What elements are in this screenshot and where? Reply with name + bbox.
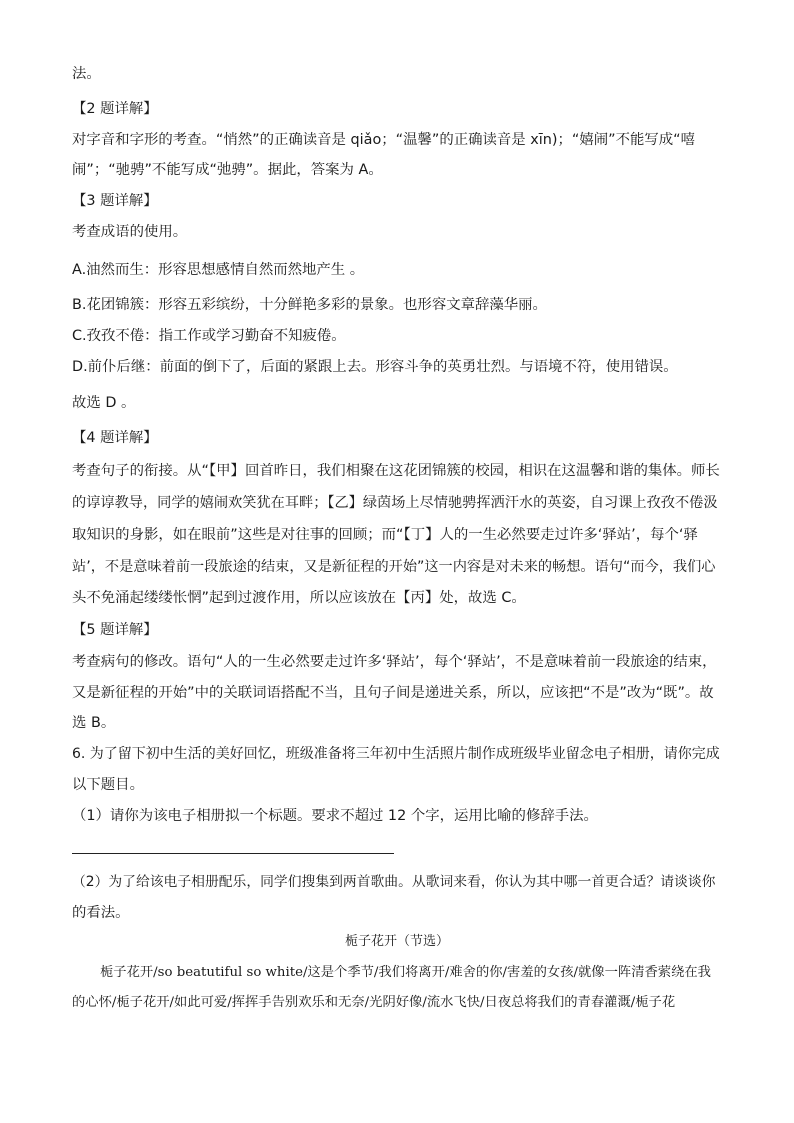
text-line: 考查句子的衔接。从“【甲】回首昨日，我们相聚在这花团锦簇的校园，相识在这温馨和谐的集体。师长	[72, 463, 720, 479]
lyric-line: 的心怀/栀子花开/如此可爱/挥挥手告别欢乐和无奈/光阴好像/流水飞快/日夜总将我们的青春灌溉/栀子花	[72, 995, 676, 1010]
text-line: D.前仆后继：前面的倒下了，后面的紧跟上去。形容斗争的英勇壮烈。与语境不符，使用错误。	[72, 359, 678, 375]
text-line: 取知识的身影，如在眼前”这些是对往事的回顾；而“【丁】人的一生必然要走过许多‘驿站’，每个‘驿	[72, 527, 698, 543]
text-line: 站’，不是意味着前一段旅途的结束，又是新征程的开始”这一内容是对未来的畅想。语句“而今，我们心	[72, 559, 716, 575]
text-line: 闹”；“驰骋”不能写成“弛骋”。据此，答案为 A。	[72, 162, 383, 178]
text-line: 头不免涌起缕缕怅惘”起到过渡作用，所以应该放在【丙】处，故选 C。	[72, 590, 526, 606]
text-line: 又是新征程的开始”中的关联词语搭配不当，且句子间是递进关系，所以，应该把“不是”改为“既”。故	[72, 685, 714, 701]
text-line: B.花团锦簇：形容五彩缤纷，十分鲜艳多彩的景象。也形容文章辞藻华丽。	[72, 297, 547, 313]
question-6: 6. 为了留下初中生活的美好回忆，班级准备将三年初中生活照片制作成班级毕业留念电子相册，请你完成	[72, 746, 720, 762]
song-title: 栀子花开（节选）	[344, 934, 449, 949]
text-line: 选 B。	[72, 715, 116, 731]
text-line: 法。	[72, 66, 101, 82]
text-line: 对字音和字形的考查。“悄然”的正确读音是 qiǎo；“温馨”的正确读音是 xīn)；“嬉闹”不能写成“嘻	[72, 132, 696, 148]
text-line: 考查成语的使用。	[72, 224, 188, 240]
section-heading-q4: 【4 题详解】	[72, 430, 158, 446]
text-line: A.油然而生：形容思想感情自然而然地产生 。	[72, 262, 365, 278]
text-line: 的看法。	[72, 905, 130, 921]
question-6-1: （1）请你为该电子相册拟一个标题。要求不超过 12 个字，运用比喻的修辞手法。	[72, 808, 598, 824]
section-heading-q5: 【5 题详解】	[72, 622, 158, 638]
section-heading-q2: 【2 题详解】	[72, 101, 158, 117]
text-line: 的谆谆教导，同学的嬉闹欢笑犹在耳畔；【乙】绿茵场上尽情驰骋挥洒汗水的英姿，自习课上孜孜不倦汲	[72, 495, 718, 511]
section-heading-q3: 【3 题详解】	[72, 193, 158, 209]
text-line: C.孜孜不倦：指工作或学习勤奋不知疲倦。	[72, 328, 346, 344]
answer-blank-line	[72, 853, 394, 854]
text-line: 以下题目。	[72, 777, 144, 793]
lyric-line: 栀子花开/so beatutiful so white/这是个季节/我们将离开/难舍的你/害羞的女孩/就像一阵清香萦绕在我	[100, 965, 711, 980]
text-line: 故选 D 。	[72, 395, 136, 411]
question-6-2: （2）为了给该电子相册配乐，同学们搜集到两首歌曲。从歌词来看，你认为其中哪一首更合适？请谈谈你	[72, 874, 716, 890]
text-line: 考查病句的修改。语句“人的一生必然要走过许多‘驿站’，每个‘驿站’，不是意味着前一段旅途的结束，	[72, 654, 717, 670]
